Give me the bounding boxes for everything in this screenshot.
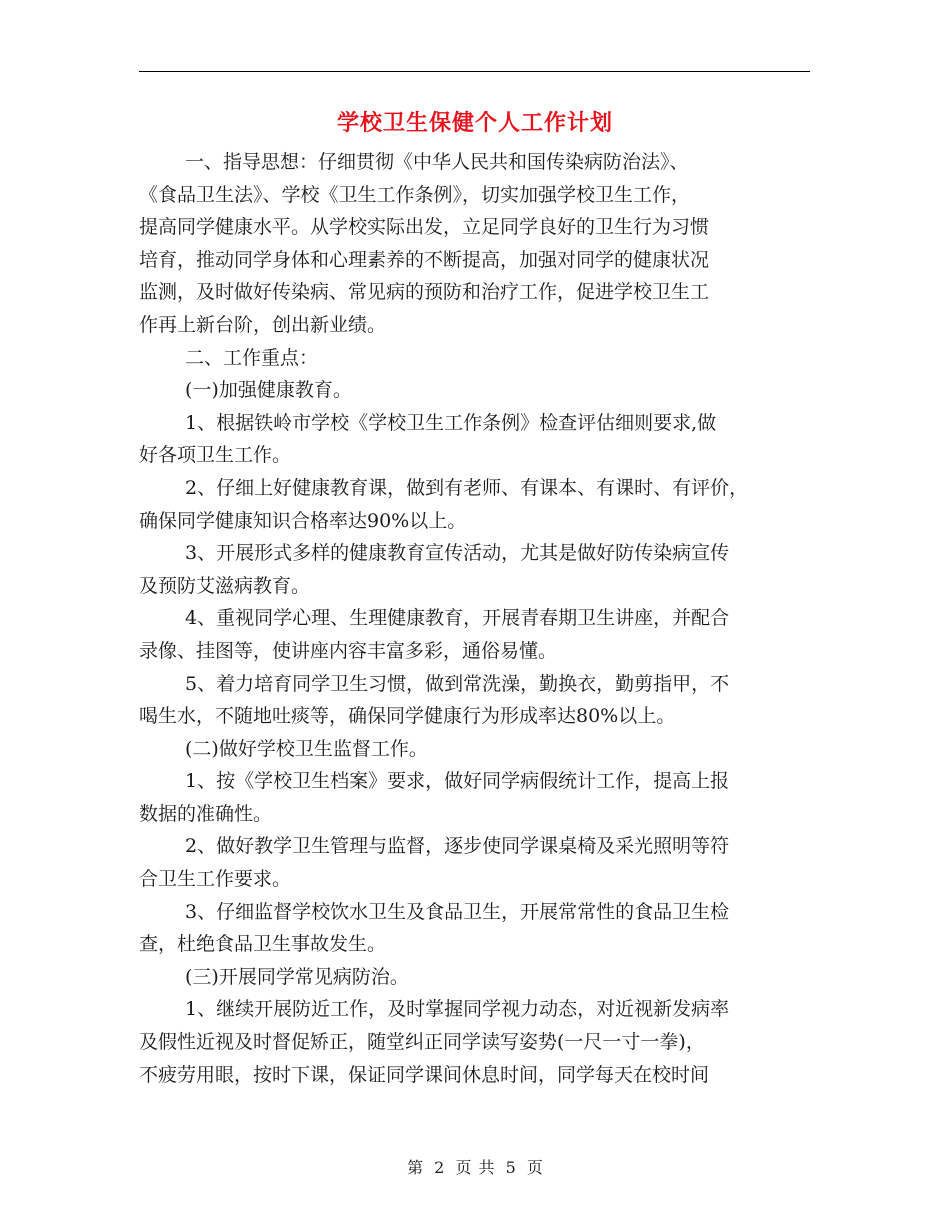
paragraph-line: 查，杜绝食品卫生事故发生。 [139,933,387,956]
paragraph-line: 2、仔细上好健康教育课，做到有老师、有课本、有课时、有评价， [185,476,749,499]
paragraph-line: 数据的准确性。 [139,802,273,825]
paragraph-line: 好各项卫生工作。 [139,444,292,467]
footer-suffix: 页 [526,1158,543,1177]
paragraph-line: 3、开展形式多样的健康教育宣传活动，尤其是做好防传染病宣传 [185,542,730,565]
paragraph-line: 5、着力培育同学卫生习惯，做到常洗澡，勤换衣，勤剪指甲，不 [185,672,730,695]
paragraph-line: 2、做好教学卫生管理与监督，逐步使同学课桌椅及采光照明等符 [185,835,730,858]
paragraph-line: 提高同学健康水平。从学校实际出发，立足同学良好的卫生行为习惯 [139,216,710,239]
document-body [139,146,811,1091]
paragraph-line: 3、仔细监督学校饮水卫生及食品卫生，开展常常性的食品卫生检 [185,900,730,923]
subsection-heading: (一)加强健康教育。 [185,379,352,402]
page-footer [0,1155,950,1178]
paragraph-line: 1、根据铁岭市学校《学校卫生工作条例》检查评估细则要求,做 [185,411,717,434]
paragraph-line: 作再上新台阶，创出新业绩。 [139,313,387,336]
paragraph-line: 《食品卫生法》、学校《卫生工作条例》，切实加强学校卫生工作， [139,183,691,206]
paragraph-line: 合卫生工作要求。 [139,868,292,891]
paragraph-line: 1、继续开展防近工作，及时掌握同学视力动态，对近视新发病率 [185,998,730,1021]
paragraph-line: 监测，及时做好传染病、常见病的预防和治疗工作，促进学校卫生工 [139,281,710,304]
paragraph-line: 不疲劳用眼，按时下课，保证同学课间休息时间，同学每天在校时间 [139,1063,710,1086]
footer-middle: 页 共 [455,1158,495,1177]
header-rule [139,71,810,72]
paragraph-line: 及预防艾滋病教育。 [139,574,311,597]
paragraph-line: 4、重视同学心理、生理健康教育，开展青春期卫生讲座，并配合 [185,607,730,630]
paragraph-line: 及假性近视及时督促矫正，随堂纠正同学读写姿势(一尺一寸一拳)， [139,1031,705,1054]
current-page-number: 2 [434,1158,445,1177]
section-heading: 二、工作重点： [185,346,319,369]
footer-prefix: 第 [407,1158,424,1177]
paragraph-line: 1、按《学校卫生档案》要求，做好同学病假统计工作，提高上报 [185,770,730,793]
paragraph-line: 一、指导思想：仔细贯彻《中华人民共和国传染病防治法》、 [185,151,689,173]
paragraph-line: 录像、挂图等，使讲座内容丰富多彩，通俗易懂。 [139,639,558,662]
subsection-heading: (二)做好学校卫生监督工作。 [185,737,428,760]
paragraph-line: 确保同学健康知识合格率达90%以上。 [139,509,467,532]
document-title: 学校卫生保健个人工作计划 [336,110,613,136]
subsection-heading: (三)开展同学常见病防治。 [185,965,409,988]
paragraph-line: 喝生水，不随地吐痰等，确保同学健康行为形成率达80%以上。 [139,705,676,728]
total-pages-number: 5 [505,1158,516,1177]
paragraph-line: 培育，推动同学身体和心理素养的不断提高，加强对同学的健康状况 [139,248,710,271]
